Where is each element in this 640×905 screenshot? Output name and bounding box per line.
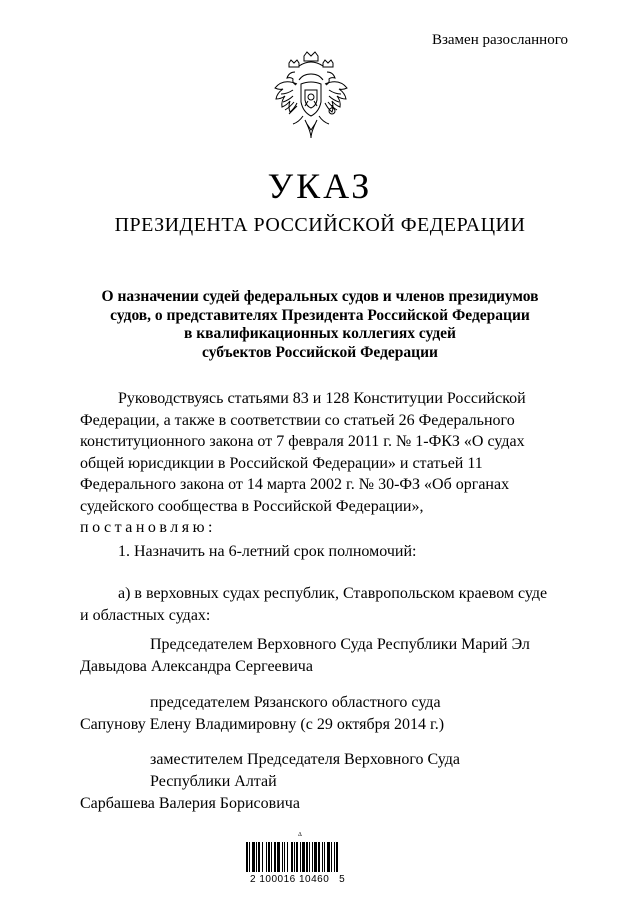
appointment-position: Председателем Верховного Суда Республики Марий Эл [150,636,530,653]
appointment-position: председателем Рязанского областного суда [150,694,441,711]
clause-1a [80,583,567,626]
appointment-entry [80,692,567,736]
russian-coat-of-arms-icon [271,50,351,142]
document-title: УКАЗ [267,166,373,206]
decree-heading [80,288,560,362]
document-note: Взамен разосланного [431,32,568,48]
clause-1a-line: и областных судах: [80,606,211,624]
preamble-line: Федерального закона от 14 марта 2002 г. № 30-ФЗ «Об органах [80,476,510,493]
preamble-line: конституционного закона от 7 февраля 2011 г. № 1-ФКЗ «О судах [80,433,525,450]
barcode-icon [238,834,388,876]
appointment-entry [80,749,567,815]
heading-line: судов, о представителях Президента Российской Федерации [110,306,530,324]
preamble-line: Руководствуясь статьями 83 и 128 Конституции Российской [118,390,526,407]
appointee-name: Сапунову Елену Владимировну (с 29 октября 2014 г.) [80,716,445,733]
document-barcode [238,832,388,892]
preamble-line-resolve: постановляю: [80,519,216,536]
preamble-line: судейского сообщества в Российской Федерации», [80,497,424,515]
heading-line: в квалификационных коллегиях судей [184,325,456,342]
appointment-position: заместителем Председателя Верховного Суда [150,751,460,768]
appointee-name: Сарбашева Валерия Борисовича [80,795,300,812]
preamble-line: Федерации, а также в соответствии со статьей 26 Федерального [80,411,515,429]
barcode-number: 2 100016 10460 5 [250,874,346,885]
clause-1a-line: а) в верховных судах республик, Ставропольском краевом суде [118,585,548,602]
heading-line: субъектов Российской Федерации [202,343,438,361]
heading-line: О назначении судей федеральных судов и членов президиумов [101,288,539,305]
document-subtitle: ПРЕЗИДЕНТА РОССИЙСКОЙ ФЕДЕРАЦИИ [114,214,526,236]
appointee-name: Давыдова Александра Сергеевича [80,658,313,675]
appointment-position: Республики Алтай [150,773,277,790]
clause-1: 1. Назначить на 6-летний срок полномочий: [118,543,417,560]
appointment-entry [80,634,567,678]
barcode-mark: Δ [298,832,302,838]
preamble-paragraph [80,388,567,539]
preamble-line: общей юрисдикции в Российской Федерации» и статьей 11 [80,454,483,472]
